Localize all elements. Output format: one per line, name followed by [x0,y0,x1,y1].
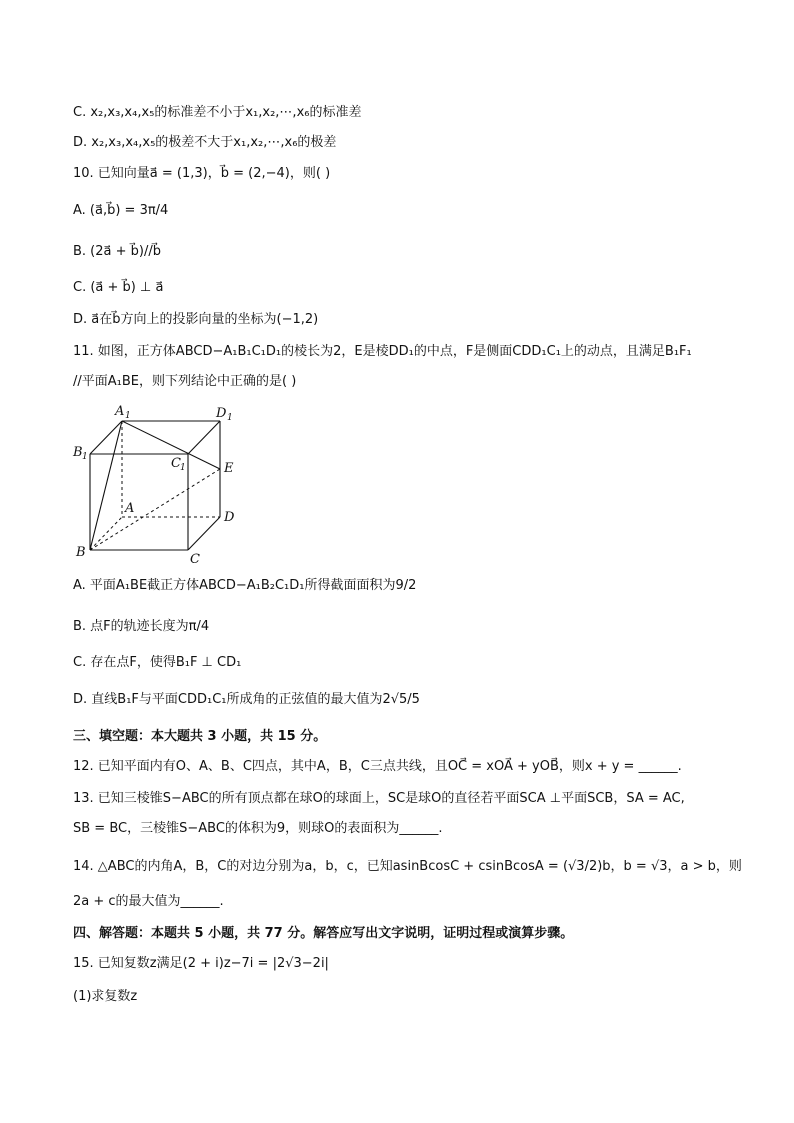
label-d1-sub: 1 [227,413,233,423]
option-10b: B. (2a⃗ + b⃗)//b⃗ [73,244,161,259]
label-c1: C [171,456,181,471]
option-10c: C. (a⃗ + b⃗) ⊥ a⃗ [73,280,164,295]
question-15: 15. 已知复数z满足(2 + i)z−7i = |2√3−2i| [73,956,329,971]
label-c1-sub: 1 [180,463,186,473]
label-a1-sub: 1 [125,411,131,421]
question-14-line1: 14. △ABC的内角A，B，C的对边分别为a，b，c，已知asinBcosC + csinBcosA = (√3/2)b，b = √3，a > b，则 [73,859,742,874]
label-d: D [224,510,235,525]
option-11a: A. 平面A₁BE截正方体ABCD−A₁B₂C₁D₁所得截面面积为9/2 [73,578,417,593]
edge-c1-d1 [188,421,220,454]
label-d1: D [216,406,227,421]
option-10a: A. (a⃗,b⃗) = 3π/4 [73,203,169,218]
question-15-part1: (1)求复数z [73,989,138,1004]
label-a: A [125,501,135,516]
label-a1: A [115,404,125,419]
label-b1: B [73,445,83,460]
section-3-heading: 三、填空题：本大题共 3 小题，共 15 分。 [73,729,327,744]
option-9c: C. x₂,x₃,x₄,x₅的标准差不小于x₁,x₂,⋯,x₆的标准差 [73,105,362,120]
label-b: B [76,545,86,560]
option-11c: C. 存在点F，使得B₁F ⊥ CD₁ [73,655,242,670]
question-13-line1: 13. 已知三棱锥S−ABC的所有顶点都在球O的球面上，SC是球O的直径若平面SCA ⊥平面SCB，SA = AC, [73,791,685,806]
option-11d: D. 直线B₁F与平面CDD₁C₁所成角的正弦值的最大值为2√5/5 [73,692,420,707]
question-12: 12. 已知平面内有O、A、B、C四点，其中A，B，C三点共线，且OC⃗ = xOA⃗ + yOB⃗，则x + y = ______. [73,759,682,774]
edge-b1-a1 [90,421,122,454]
section-a1-b [90,421,122,550]
option-11b: B. 点F的轨迹长度为π/4 [73,619,210,634]
label-b1-sub: 1 [82,452,88,462]
section-4-heading: 四、解答题：本题共 5 小题，共 77 分。解答应写出文字说明，证明过程或演算步骤。 [73,926,574,941]
question-11-line1: 11. 如图，正方体ABCD−A₁B₁C₁D₁的棱长为2，E是棱DD₁的中点，F是侧面CDD₁C₁上的动点，且满足B₁F₁ [73,344,692,359]
label-e: E [224,461,234,476]
edge-c-d [188,517,220,550]
question-10: 10. 已知向量a⃗ = (1,3)，b⃗ = (2,−4)，则( ) [73,166,331,181]
question-11-line2: //平面A₁BE，则下列结论中正确的是( ) [73,374,297,389]
option-10d: D. a⃗在b⃗方向上的投影向量的坐标为(−1,2) [73,312,319,327]
question-14-line2: 2a + c的最大值为______. [73,894,224,909]
option-9d: D. x₂,x₃,x₄,x₅的极差不大于x₁,x₂,⋯,x₆的极差 [73,135,337,150]
label-c: C [190,552,200,565]
cube-figure [70,400,250,565]
question-13-line2: SB = BC，三棱锥S−ABC的体积为9，则球O的表面积为______. [73,821,443,836]
